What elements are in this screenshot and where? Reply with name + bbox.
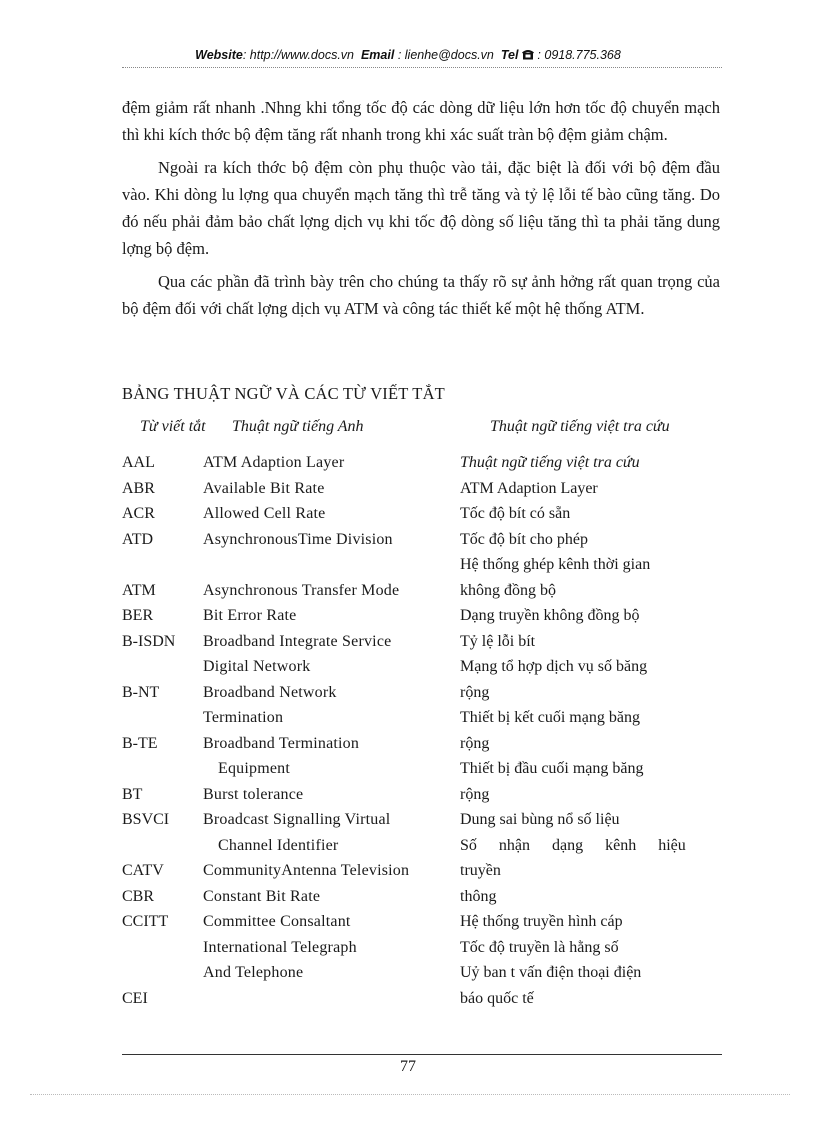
vietnamese-term-cell: không đồng bộ: [460, 581, 556, 599]
english-term-cell: ATM Adaption Layer: [203, 454, 345, 471]
glossary-table: [122, 450, 722, 1011]
vietnamese-term-cell: Tỷ lệ lỗi bít: [460, 632, 536, 650]
abbr-cell: ACR: [122, 505, 155, 522]
english-term-cell: Broadband Integrate Service: [203, 632, 392, 650]
english-term-cell: Burst tolerance: [203, 785, 304, 803]
header-divider: [122, 67, 722, 68]
abbr-cell: B-TE: [122, 734, 158, 752]
body-text: [122, 94, 720, 328]
english-term-cell: Available Bit Rate: [203, 479, 325, 497]
english-term-cell: Committee Consaltant: [203, 913, 351, 930]
abbr-cell: BER: [122, 607, 154, 624]
vietnamese-term-cell: Thuật ngữ tiếng việt tra cứu: [460, 454, 640, 471]
vietnamese-term-cell: Dạng truyền không đồng bộ: [460, 607, 640, 624]
table-row: [122, 807, 722, 833]
english-term-cell: Channel Identifier: [218, 836, 339, 854]
english-term-cell: Allowed Cell Rate: [203, 505, 326, 522]
abbr-cell: ABR: [122, 479, 155, 497]
vietnamese-term-cell: Thiết bị kết cuối mạng băng: [460, 709, 640, 726]
tel-label: Tel: [500, 48, 519, 62]
section-title: BẢNG THUẬT NGỮ VÀ CÁC TỪ VIẾT TẮT: [122, 384, 445, 403]
vietnamese-term-cell: Uỷ ban t vấn điện thoại điện: [460, 964, 642, 981]
table-row: [122, 501, 722, 527]
vietnamese-term-cell: Dung sai bùng nổ số liệu: [460, 811, 620, 828]
english-term-cell: Broadcast Signalling Virtual: [203, 811, 391, 828]
page-number: 77: [400, 1058, 416, 1075]
footer-divider: [122, 1054, 722, 1055]
abbr-cell: ATD: [122, 530, 154, 548]
abbr-cell: ATM: [122, 581, 156, 599]
english-term-cell: Digital Network: [203, 658, 311, 675]
vietnamese-term-cell: thông: [460, 887, 497, 905]
english-term-cell: Equipment: [218, 760, 291, 777]
table-row: [122, 527, 722, 553]
table-row: [122, 858, 722, 884]
vietnamese-term-cell: rộng: [460, 683, 490, 701]
vietnamese-term-cell: Số nhận dạng kênh hiệu: [460, 836, 686, 854]
table-row: [122, 731, 722, 757]
vietnamese-term-cell: báo quốc tế: [460, 989, 534, 1007]
english-term-cell: International Telegraph: [203, 938, 357, 956]
paragraph-1: đệm giảm rất nhanh .Nhng khi tổng tốc độ các dòng dữ liệu lớn hơn tốc độ chuyển mạch thì khi kích thớc bộ đệm tăng rất nhanh trong khi xác suất tràn bộ đệm giảm chậm.: [122, 98, 720, 144]
abbr-cell: B-ISDN: [122, 632, 176, 650]
page-header: [0, 48, 816, 62]
table-row: [122, 450, 722, 476]
table-row: [122, 603, 722, 629]
english-term-cell: And Telephone: [203, 964, 304, 981]
vietnamese-term-cell: Hệ thống truyền hình cáp: [460, 913, 623, 930]
table-row: [122, 782, 722, 808]
table-row: [122, 654, 722, 680]
english-term-cell: Bit Error Rate: [203, 607, 297, 624]
abbr-cell: CBR: [122, 887, 155, 905]
vietnamese-term-cell: rộng: [460, 734, 490, 752]
english-term-cell: Termination: [203, 709, 284, 726]
english-term-cell: Constant Bit Rate: [203, 887, 321, 905]
table-row: [122, 884, 722, 910]
abbr-cell: BSVCI: [122, 811, 170, 828]
table-row: [122, 552, 722, 578]
website-label: Website: [195, 48, 243, 62]
tel-value: : 0918.775.368: [537, 48, 621, 62]
email-label: Email: [360, 48, 395, 62]
vietnamese-term-cell: Thiết bị đầu cuối mạng băng: [460, 760, 644, 777]
english-term-cell: CommunityAntenna Television: [203, 862, 410, 879]
table-row: [122, 960, 722, 986]
vietnamese-term-cell: Tốc độ bít cho phép: [460, 530, 588, 548]
vietnamese-term-cell: truyền: [460, 862, 501, 879]
abbr-cell: B-NT: [122, 683, 160, 701]
abbr-cell: AAL: [122, 454, 155, 471]
column-header-abbr: Từ viết tắt: [140, 418, 206, 435]
paragraph-3: Qua các phần đã trình bày trên cho chúng ta thấy rõ sự ảnh hởng rất quan trọng của bộ đệm đối với chất lợng dịch vụ ATM và công tác thiết kế một hệ thống ATM.: [122, 272, 720, 318]
vietnamese-term-cell: Tốc độ bít có sẵn: [460, 505, 571, 522]
phone-icon: [522, 48, 537, 62]
table-row: [122, 629, 722, 655]
table-row: [122, 756, 722, 782]
table-row: [122, 578, 722, 604]
column-header-english: Thuật ngữ tiếng Anh: [232, 418, 364, 435]
table-row: [122, 986, 722, 1012]
abbr-cell: CEI: [122, 989, 148, 1007]
column-header-vietnamese: Thuật ngữ tiếng việt tra cứu: [490, 418, 670, 435]
english-term-cell: Broadband Network: [203, 683, 337, 701]
email-value: : lienhe@docs.vn: [397, 48, 494, 62]
english-term-cell: Asynchronous Transfer Mode: [203, 581, 400, 599]
table-row: [122, 476, 722, 502]
abbr-cell: BT: [122, 785, 143, 803]
english-term-cell: AsynchronousTime Division: [203, 530, 393, 548]
english-term-cell: Broadband Termination: [203, 734, 360, 752]
vietnamese-term-cell: Tốc độ truyền là hằng số: [460, 938, 619, 956]
website-value: : http://www.docs.vn: [242, 48, 355, 62]
paragraph-2: Ngoài ra kích thớc bộ đệm còn phụ thuộc vào tải, đặc biệt là đối với bộ đệm đầu vào. Khi dòng lu lợng qua chuyển mạch tăng thì trễ tăng và tỷ lệ lỗi tế bào cũng tăng. Do đó nếu phải đảm bảo chất lợng dịch vụ khi tốc độ dòng số liệu tăng thì ta phải tăng dung lợng bộ đệm.: [122, 158, 720, 258]
abbr-cell: CCITT: [122, 913, 169, 930]
vietnamese-term-cell: ATM Adaption Layer: [460, 479, 598, 497]
vietnamese-term-cell: Hệ thống ghép kênh thời gian: [460, 556, 651, 573]
vietnamese-term-cell: Mạng tổ hợp dịch vụ số băng: [460, 658, 648, 675]
abbr-cell: CATV: [122, 862, 164, 879]
table-row: [122, 705, 722, 731]
vietnamese-term-cell: rộng: [460, 785, 490, 803]
bottom-divider: [30, 1094, 790, 1095]
table-row: [122, 833, 722, 859]
table-row: [122, 935, 722, 961]
table-row: [122, 680, 722, 706]
table-row: [122, 909, 722, 935]
